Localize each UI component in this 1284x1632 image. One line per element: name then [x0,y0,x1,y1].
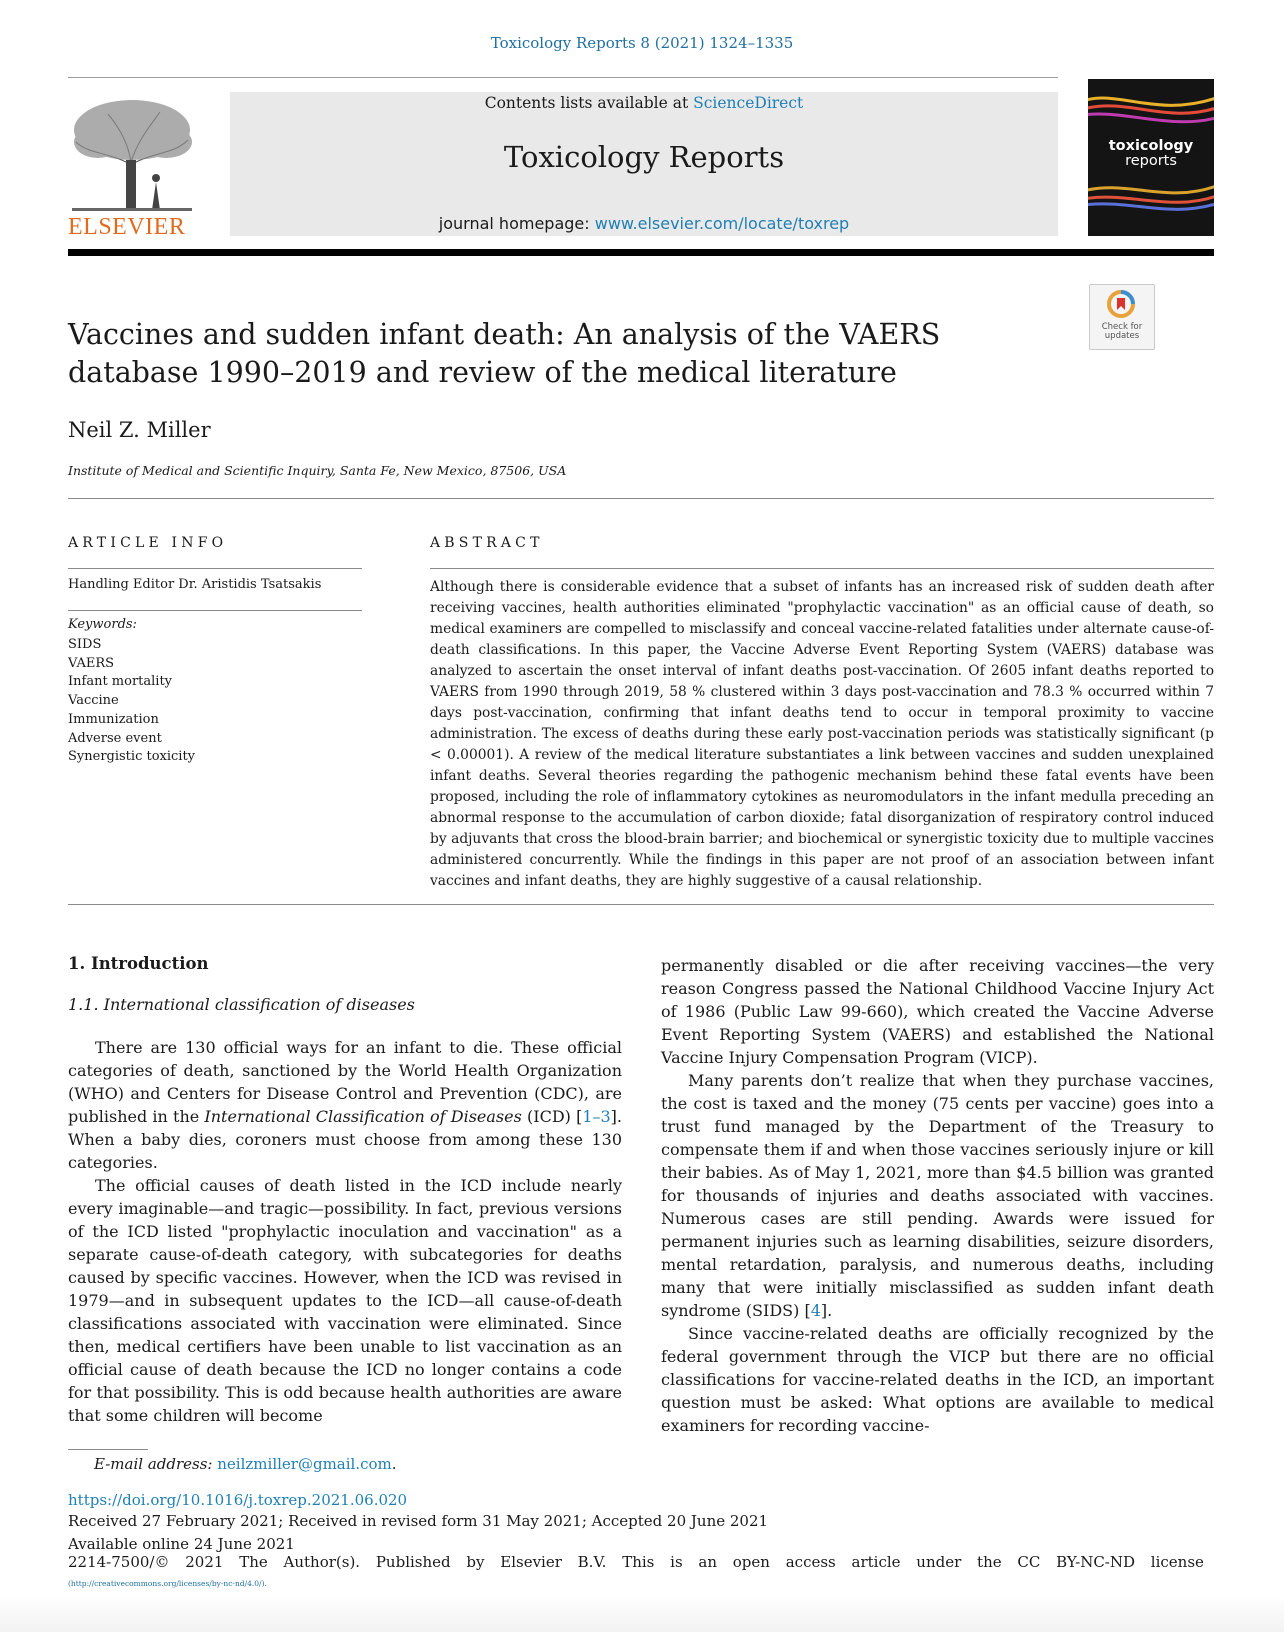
keyword-item[interactable]: VAERS [68,655,115,671]
check-updates-icon [1106,289,1136,319]
text-run: ]. [820,1301,833,1320]
italic-text: International Classification of Diseases [204,1107,522,1126]
text-run: Many parents don’t realize that when they purchase vaccines, the cost is taxed and the money (75 cents per vaccine) goes into a trust fund managed by the Department of the Treasury to compensate them if and when those vaccines seriously injure or kill their babies. As of May 1, 2021, more than $4.5 billion was granted for thousands of injuries and deaths associated with vaccines. Numerous cases are still pending. Awards were issued for permanent injuries such as learning disabilities, seizure disorders, mental retardation, paralysis, and numerous deaths, including many that were initially misclassified as sudden infant death syndrome (SIDS) [ [661,1071,1214,1320]
license-word: Elsevier [500,1553,562,1571]
abstract-divider [430,568,1214,569]
abstract-text: Although there is considerable evidence that a subset of infants has an increased risk of sudden death after receiving vaccines, health authorities eliminated "prophylactic vaccination" as an official cause of death, so medical examiners are compelled to misclassify and conceal vaccine-related fatalities under alternate cause-of-death classifications. In this paper, the Vaccine Adverse Event Reporting System (VAERS) database was analyzed to ascertain the onset interval of infant deaths post-vaccination. Of 2605 infant deaths reported to VAERS from 1990 through 2019, 58 % clustered within 3 days post-vaccination and 78.3 % occurred within 7 days post-vaccination, confirming that infant deaths tend to occur in temporal proximity to vaccine administration. The excess of deaths during these early post-vaccination periods was statistically significant (p < 0.00001). A review of the medical literature substantiates a link between vaccines and sudden unexplained infant deaths. Several theories regarding the pathogenic mechanism behind these fatal events have been proposed, including the role of inflammatory cytokines as neuromodulators in the infant medulla preceding an abnormal response to the accumulation of carbon dioxide; fatal disorganization of respiratory control induced by adjuvants that cross the blood-brain barrier; and biochemical or synergistic toxicity due to multiple vaccines administered concurrently. While the findings in this paper are not proof of an association between infant vaccines and infant deaths, they are highly suggestive of a causal relationship. [430,579,1214,889]
journal-name: Toxicology Reports [503,140,785,174]
check-for-updates-button[interactable] [1089,284,1155,350]
sciencedirect-link[interactable]: ScienceDirect [693,94,804,112]
license-word: is [670,1553,683,1571]
body-paragraph [661,1069,1214,1322]
body-paragraph: The official causes of death listed in the ICD include nearly every imaginable—and tragic—possibility. In fact, previous versions of the ICD listed "prophylactic inoculation and vaccination" as a separate cause-of-death category, with subcategories for deaths caused by specific vaccines. However, when the ICD was revised in 1979—and in subsequent updates to the ICD—all cause-of-death classifications associated with vaccination were eliminated. Since then, medical certifiers have been unable to list vaccination as an official cause of death because the ICD no longer contains a code for that possibility. This is odd because health authorities are aware that some children will become [68,1176,622,1425]
journal-cover-image[interactable] [1088,79,1214,236]
license-word: open [732,1553,770,1571]
author-name: Neil Z. Miller [68,418,211,442]
article-info-divider [68,568,362,569]
cover-title-sub: reports [1125,153,1177,169]
body-paragraph: Since vaccine-related deaths are officially recognized by the federal government through the VICP but there are no official classifications for vaccine-related deaths in the ICD, an important question must be asked: What options are available to medical examiners for recording vaccine- [661,1324,1214,1435]
keyword-item[interactable]: Immunization [68,711,159,727]
header-thick-divider [68,249,1214,256]
elsevier-wordmark: ELSEVIER [68,214,186,240]
keywords-label: Keywords: [68,617,137,632]
license-word: license [1150,1553,1204,1571]
body-paragraph [68,1036,622,1174]
reference-link[interactable]: 1–3 [582,1107,611,1126]
journal-citation[interactable]: Toxicology Reports 8 (2021) 1324–1335 [490,34,794,52]
keyword-item[interactable]: Infant mortality [68,674,173,690]
keyword-item[interactable]: Adverse event [68,730,162,746]
paper-title: Vaccines and sudden infant death: An analysis of the VAERS database 1990–2019 and review of the medical literature [68,318,941,389]
license-word: This [622,1553,655,1571]
license-word: Published [375,1553,451,1571]
license-word: CC [1017,1553,1041,1571]
handling-editor: Handling Editor Dr. Aristidis Tsatsakis [68,577,322,592]
cover-title-main: toxicology [1108,138,1194,154]
text-run: (ICD) [ [521,1107,583,1126]
text-run: ]. When a baby dies, coroners must choose from among these 130 categories. [68,1107,622,1172]
license-word: access [785,1553,836,1571]
homepage-prefix: journal homepage: [438,214,595,233]
email-footnote [94,1455,397,1473]
text-run: There are 130 official ways for an infant to die. These official categories of death, sanctioned by the World Health Organization (WHO) and Centers for Disease Control and Prevention (CDC), are published in the [68,1038,622,1126]
license-word: under [916,1553,962,1571]
body-paragraph: permanently disabled or die after receiving vaccines—the very reason Congress passed the National Childhood Vaccine Injury Act of 1986 (Public Law 99-660), which created the Vaccine Adverse Event Reporting System (VAERS) and established the National Vaccine Injury Compensation Program (VICP). [661,956,1214,1067]
license-statement [68,1553,1204,1571]
license-word: The [239,1553,268,1571]
license-word: 2214-7500/© [68,1553,170,1571]
page-bottom-shade [0,1596,1284,1632]
license-word: article [851,1553,901,1571]
keywords-divider [68,610,362,611]
top-divider [68,77,1058,78]
license-word: an [698,1553,718,1571]
received-dates: Received 27 February 2021; Received in revised form 31 May 2021; Accepted 20 June 2021 [68,1512,769,1530]
body-column-left [68,954,622,1427]
keywords-list [68,636,195,767]
check-updates-label: Check for updates [1101,322,1143,341]
email-label: E-mail address: [94,1455,213,1473]
author-affiliation: Institute of Medical and Scientific Inquiry, Santa Fe, New Mexico, 87506, USA [68,463,567,478]
license-word: by [466,1553,485,1571]
license-word: BY-NC-ND [1056,1553,1136,1571]
journal-homepage-link[interactable]: www.elsevier.com/locate/toxrep [594,214,850,233]
email-link[interactable]: neilzmiller@gmail.com [217,1455,392,1473]
reference-link[interactable]: 4 [810,1301,821,1320]
body-column-right [661,954,1214,1437]
cover-title [1088,139,1214,169]
section-title: 1. Introduction [68,954,209,973]
license-word: Author(s). [283,1553,361,1571]
title-divider [68,498,1214,499]
license-word: B.V. [577,1553,607,1571]
email-suffix: . [391,1455,397,1473]
contents-prefix: Contents lists available at [484,94,694,112]
subsection-title: 1.1. International classification of diseases [68,995,415,1014]
available-online-date: Available online 24 June 2021 [68,1535,295,1553]
keyword-item[interactable]: SIDS [68,637,102,652]
keyword-item[interactable]: Synergistic toxicity [68,749,196,765]
license-url-link[interactable]: (http://creativecommons.org/licenses/by-nc-nd/4.0/). [68,1579,267,1588]
contents-line [230,94,1058,112]
footnote-divider [68,1449,148,1450]
article-info-heading: ARTICLE INFO [68,535,228,551]
doi-link[interactable]: https://doi.org/10.1016/j.toxrep.2021.06.020 [68,1491,408,1509]
abstract-bottom-divider [68,904,1214,905]
license-word: the [977,1553,1002,1571]
abstract-heading: ABSTRACT [430,535,544,551]
keyword-item[interactable]: Vaccine [68,693,119,709]
journal-homepage-line [230,214,1058,233]
license-word: 2021 [185,1553,224,1571]
